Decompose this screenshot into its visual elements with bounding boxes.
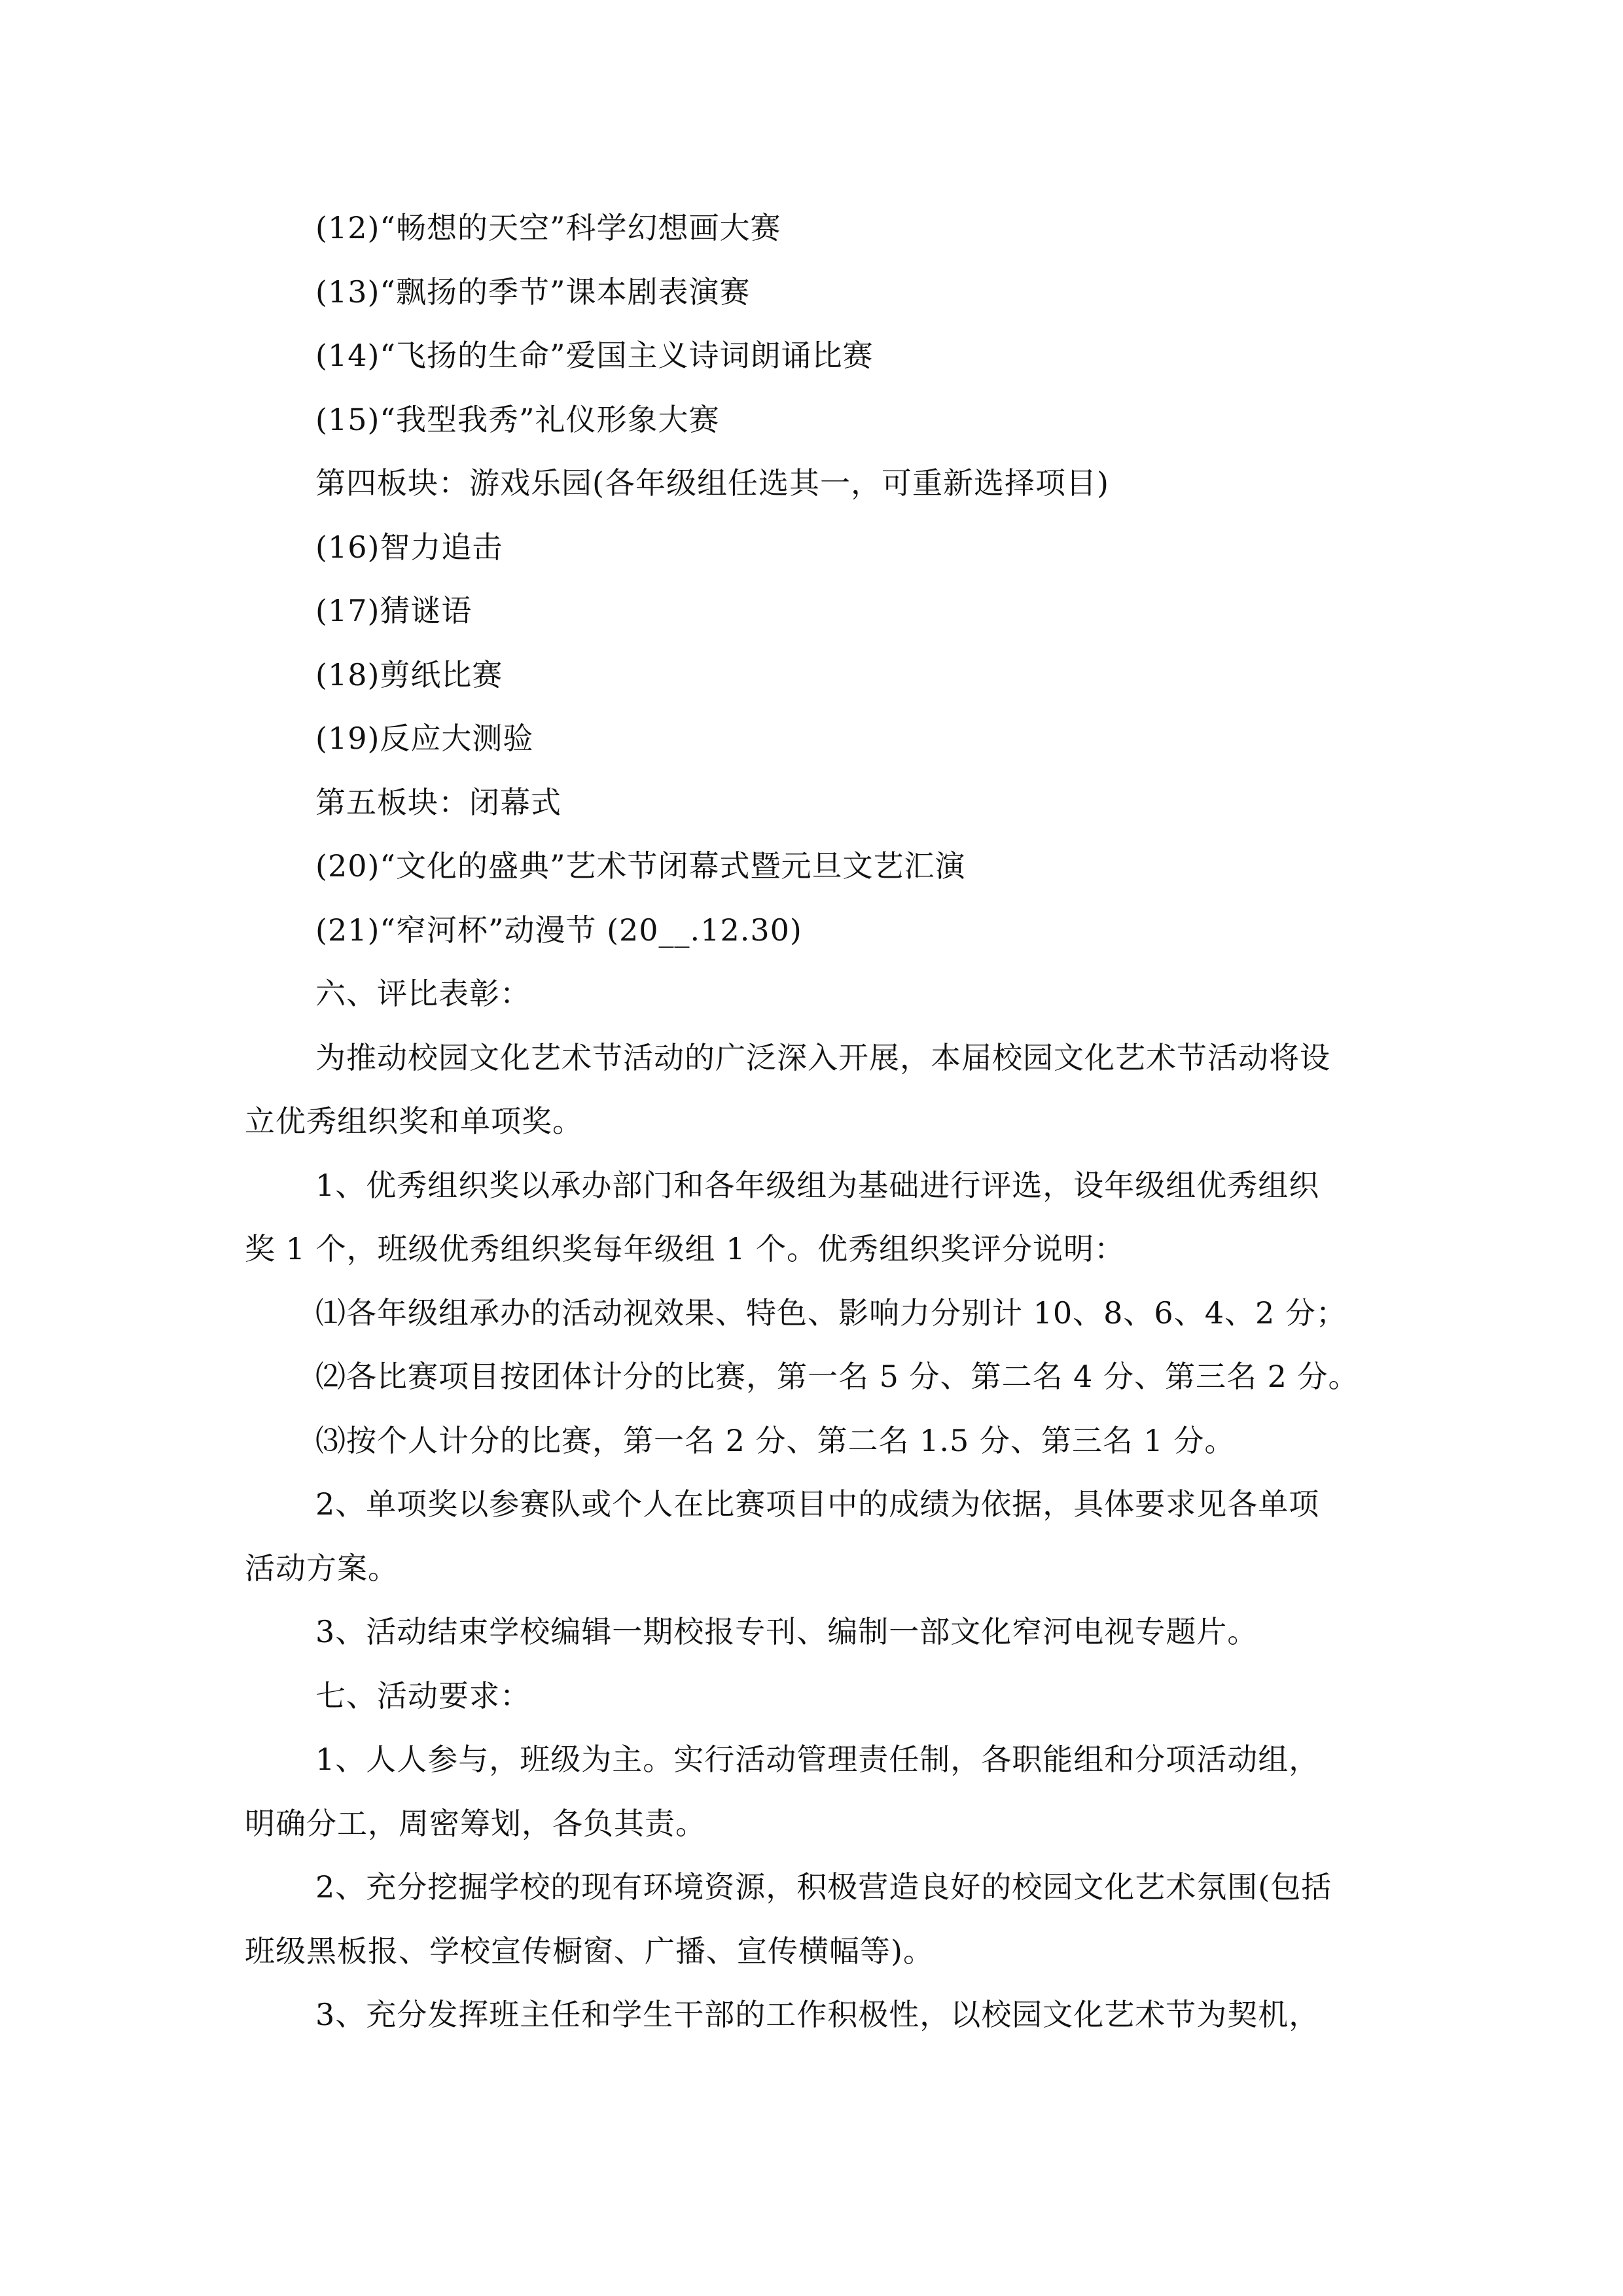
section-4-heading: 第四板块：游戏乐园(各年级组任选其一，可重新选择项目): [315, 465, 1109, 501]
heading-requirements: 七、活动要求：: [315, 1677, 531, 1713]
item-21: (21)“窄河杯”动漫节 (20__.12.30): [315, 912, 802, 948]
section-5-heading: 第五板块：闭幕式: [315, 784, 562, 820]
item-20: (20)“文化的盛典”艺术节闭幕式暨元旦文艺汇演: [315, 848, 966, 884]
requirement-1-line-1: 1、人人参与，班级为主。实行活动管理责任制，各职能组和分项活动组，: [315, 1742, 1320, 1777]
item-16: (16)智力追击: [315, 529, 503, 565]
document-body: [245, 196, 1383, 2047]
item-13: (13)“飘扬的季节”课本剧表演赛: [315, 274, 751, 310]
item-18: (18)剪纸比赛: [315, 656, 503, 692]
award-2-line-2: 活动方案。: [245, 1550, 399, 1586]
awards-intro-line-2: 立优秀组织奖和单项奖。: [245, 1103, 583, 1139]
award-3: 3、活动结束学校编辑一期校报专刊、编制一部文化窄河电视专题片。: [315, 1614, 1258, 1649]
item-17: (17)猜谜语: [315, 593, 473, 628]
scoring-rule-2: ⑵各比赛项目按团体计分的比赛，第一名 5 分、第二名 4 分、第三名 2 分。: [315, 1359, 1359, 1394]
requirement-2-line-2: 班级黑板报、学校宣传橱窗、广播、宣传横幅等)。: [245, 1933, 934, 1969]
scoring-rule-1: ⑴各年级组承办的活动视效果、特色、影响力分别计 10、8、6、4、2 分；: [315, 1295, 1347, 1331]
award-1-line-1: 1、优秀组织奖以承办部门和各年级组为基础进行评选，设年级组优秀组织: [315, 1167, 1320, 1203]
requirement-3-line-1: 3、充分发挥班主任和学生干部的工作积极性，以校园文化艺术节为契机，: [315, 1997, 1320, 2032]
requirement-1-line-2: 明确分工，周密筹划，各负其责。: [245, 1805, 706, 1841]
item-12: (12)“畅想的天空”科学幻想画大赛: [315, 210, 781, 245]
heading-awards: 六、评比表彰：: [315, 976, 531, 1011]
award-2-line-1: 2、单项奖以参赛队或个人在比赛项目中的成绩为依据，具体要求见各单项: [315, 1486, 1320, 1522]
awards-intro-line-1: 为推动校园文化艺术节活动的广泛深入开展，本届校园文化艺术节活动将设: [315, 1039, 1330, 1075]
item-14: (14)“飞扬的生命”爱国主义诗词朗诵比赛: [315, 338, 874, 373]
award-1-line-2: 奖 1 个，班级优秀组织奖每年级组 1 个。优秀组织奖评分说明：: [245, 1231, 1126, 1266]
requirement-2-line-1: 2、充分挖掘学校的现有环境资源，积极营造良好的校园文化艺术氛围(包括: [315, 1869, 1332, 1905]
item-19: (19)反应大测验: [315, 721, 534, 756]
item-15: (15)“我型我秀”礼仪形象大赛: [315, 401, 720, 437]
scoring-rule-3: ⑶按个人计分的比赛，第一名 2 分、第二名 1.5 分、第三名 1 分。: [315, 1422, 1236, 1458]
